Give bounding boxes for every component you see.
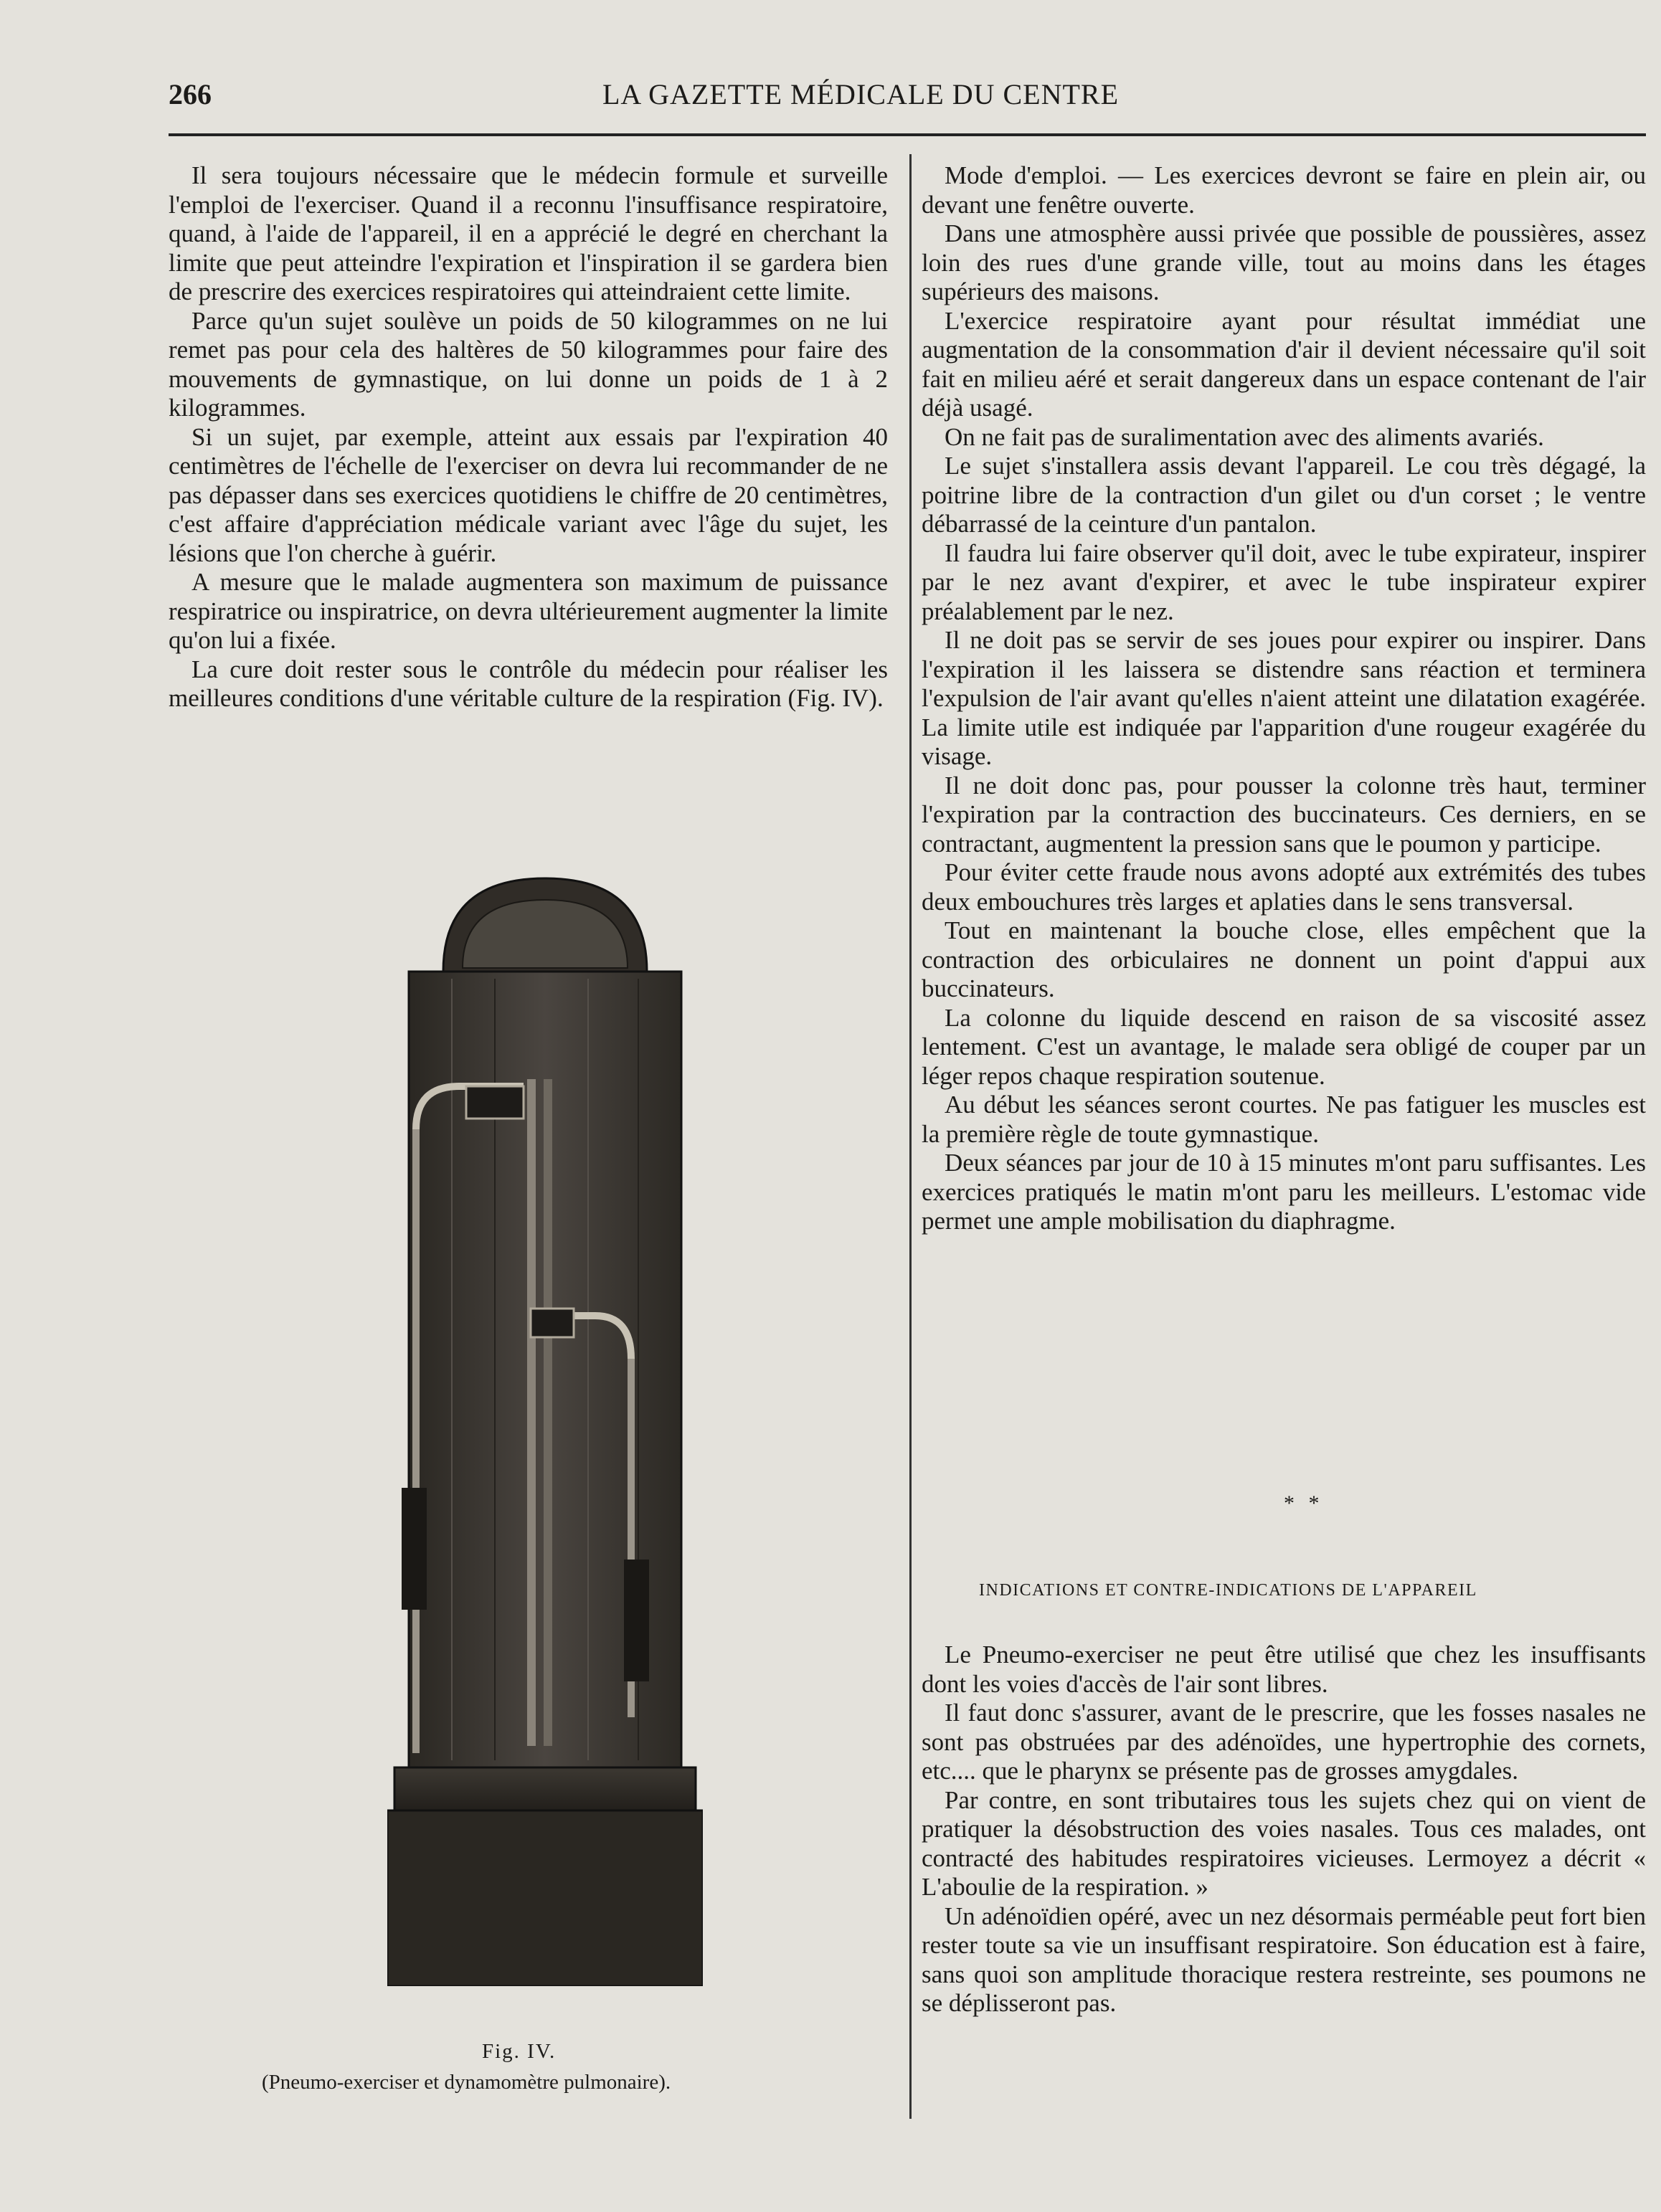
paragraph: Il faut donc s'assurer, avant de le prescrire, que les fosses nasales ne sont pas obstruées par des adénoïdes, une hypertrophie des cornets, etc.... que le pharynx se présente pas de grosses amygdales. [922,1699,1646,1785]
paragraph: Il sera toujours nécessaire que le médecin formule et surveille l'emploi de l'exerciser. Quand il a reconnu l'insuffisance respiratoire, quand, à l'aide de l'appareil, il en a apprécié le degré en cherchant la limite que peut atteindre l'expiration et l'inspiration il se gardera bien de prescrire des exercices respiratoires qui atteindraient cette limite. [169,161,888,305]
paragraph: Le Pneumo-exerciser ne peut être utilisé que chez les insuffisants dont les voies d'accès de l'air sont libres. [922,1641,1646,1698]
paragraph: Si un sujet, par exemple, atteint aux essais par l'expiration 40 centimètres de l'échelle de l'exerciser on devra lui recommander de ne pas dépasser dans ses exercices quotidiens le chiffre de 20 centimètres, c'est affaire d'appréciation médicale variant avec l'âge du sujet, les lésions que l'on cherche à guérir. [169,422,888,567]
figure-label: Fig. IV. [482,2040,557,2063]
paragraph: Deux séances par jour de 10 à 15 minutes m'ont paru suffisantes. Les exercices pratiqués le matin m'ont paru les meilleurs. L'estomac vide permet une ample mobilisation du diaphragme. [922,1149,1646,1235]
right-column-section [922,1641,1646,2018]
column-divider [909,154,912,2119]
paragraph: Tout en maintenant la bouche close, elles empêchent que la contraction des orbiculaires ne donnent un point d'appui aux buccinateurs. [922,916,1646,1002]
figure-caption: (Pneumo-exerciser et dynamomètre pulmonaire). [262,2071,671,2094]
right-column [922,161,1646,1236]
figure-pneumo-exerciser [387,871,703,1986]
page-number: 266 [169,78,212,110]
paragraph: Un adénoïdien opéré, avec un nez désormais perméable peut fort bien rester toute sa vie un insuffisant respiratoire. Son éducation est à faire, sans quoi son amplitude thoracique restera restreinte, ses poumons ne se déplisseront pas. [922,1902,1646,2017]
paragraph: A mesure que le malade augmentera son maximum de puissance respiratrice ou inspiratrice, on devra ultérieurement augmenter la limite qu'on lui a fixée. [169,568,888,654]
paragraph: Il ne doit donc pas, pour pousser la colonne très haut, terminer l'expiration par la contraction des buccinateurs. Ces derniers, en se contractant, augmentent la pression sans que le poumon y participe. [922,771,1646,858]
page-header [169,77,1635,128]
paragraph: Par contre, en sont tributaires tous les sujets chez qui on vient de pratiquer la désobstruction des voies nasales. Tous ces malades, ont contracté des habitudes respiratoires vicieuses. Lermoyez a décrit « L'aboulie de la respiration. » [922,1785,1646,1901]
paragraph: Il faudra lui faire observer qu'il doit, avec le tube expirateur, inspirer par le nez avant d'expirer, et avec le tube inspirateur expirer préalablement par le nez. [922,538,1646,625]
paragraph: On ne fait pas de suralimentation avec des aliments avariés. [945,422,1544,451]
running-title: LA GAZETTE MÉDICALE DU CENTRE [602,78,1120,110]
paragraph: Mode d'emploi. — Les exercices devront se faire en plein air, ou devant une fenêtre ouverte. [922,161,1646,219]
section-heading: INDICATIONS ET CONTRE-INDICATIONS DE L'APPAREIL [979,1581,1477,1600]
paragraph: Il ne doit pas se servir de ses joues pour expirer ou inspirer. Dans l'expiration il les laissera se distendre sans réaction et terminera l'expulsion de l'air avant qu'elles n'aient atteint une dilatation exagérée. La limite utile est indiquée par l'apparition d'une rougeur exagérée du visage. [922,626,1646,770]
paragraph: Le sujet s'installera assis devant l'appareil. Le cou très dégagé, la poitrine libre de la contraction d'un gilet ou d'un corset ; le ventre débarrassé de la ceinture d'un pantalon. [922,452,1646,538]
paragraph: La colonne du liquide descend en raison de sa viscosité assez lentement. C'est un avantage, le malade sera obligé de couper par un léger repos chaque respiration soutenue. [922,1003,1646,1090]
paragraph: L'exercice respiratoire ayant pour résultat immédiat une augmentation de la consommation d'air il devient nécessaire qu'il soit fait en milieu aéré et serait dangereux dans un espace contenant de l'air déjà usagé. [922,306,1646,422]
left-column [169,161,888,713]
paragraph: Dans une atmosphère aussi privée que possible de poussières, assez loin des rues d'une grande ville, tout au moins dans les étages supérieurs des maisons. [922,219,1646,305]
paragraph: Parce qu'un sujet soulève un poids de 50 kilogrammes on ne lui remet pas pour cela des haltères de 50 kilogrammes pour faire des mouvements de gymnastique, on lui donne un poids de 1 à 2 kilogrammes. [169,306,888,422]
paragraph: La cure doit rester sous le contrôle du médecin pour réaliser les meilleures conditions d'une véritable culture de la respiration (Fig. IV). [169,655,888,712]
paragraph: Pour éviter cette fraude nous avons adopté aux extrémités des tubes deux embouchures très larges et aplaties dans le sens transversal. [922,858,1646,916]
paragraph: Au début les séances seront courtes. Ne pas fatiguer les muscles est la première règle de toute gymnastique. [922,1091,1646,1148]
header-rule [169,133,1646,136]
section-separator: * * [1284,1491,1324,1515]
